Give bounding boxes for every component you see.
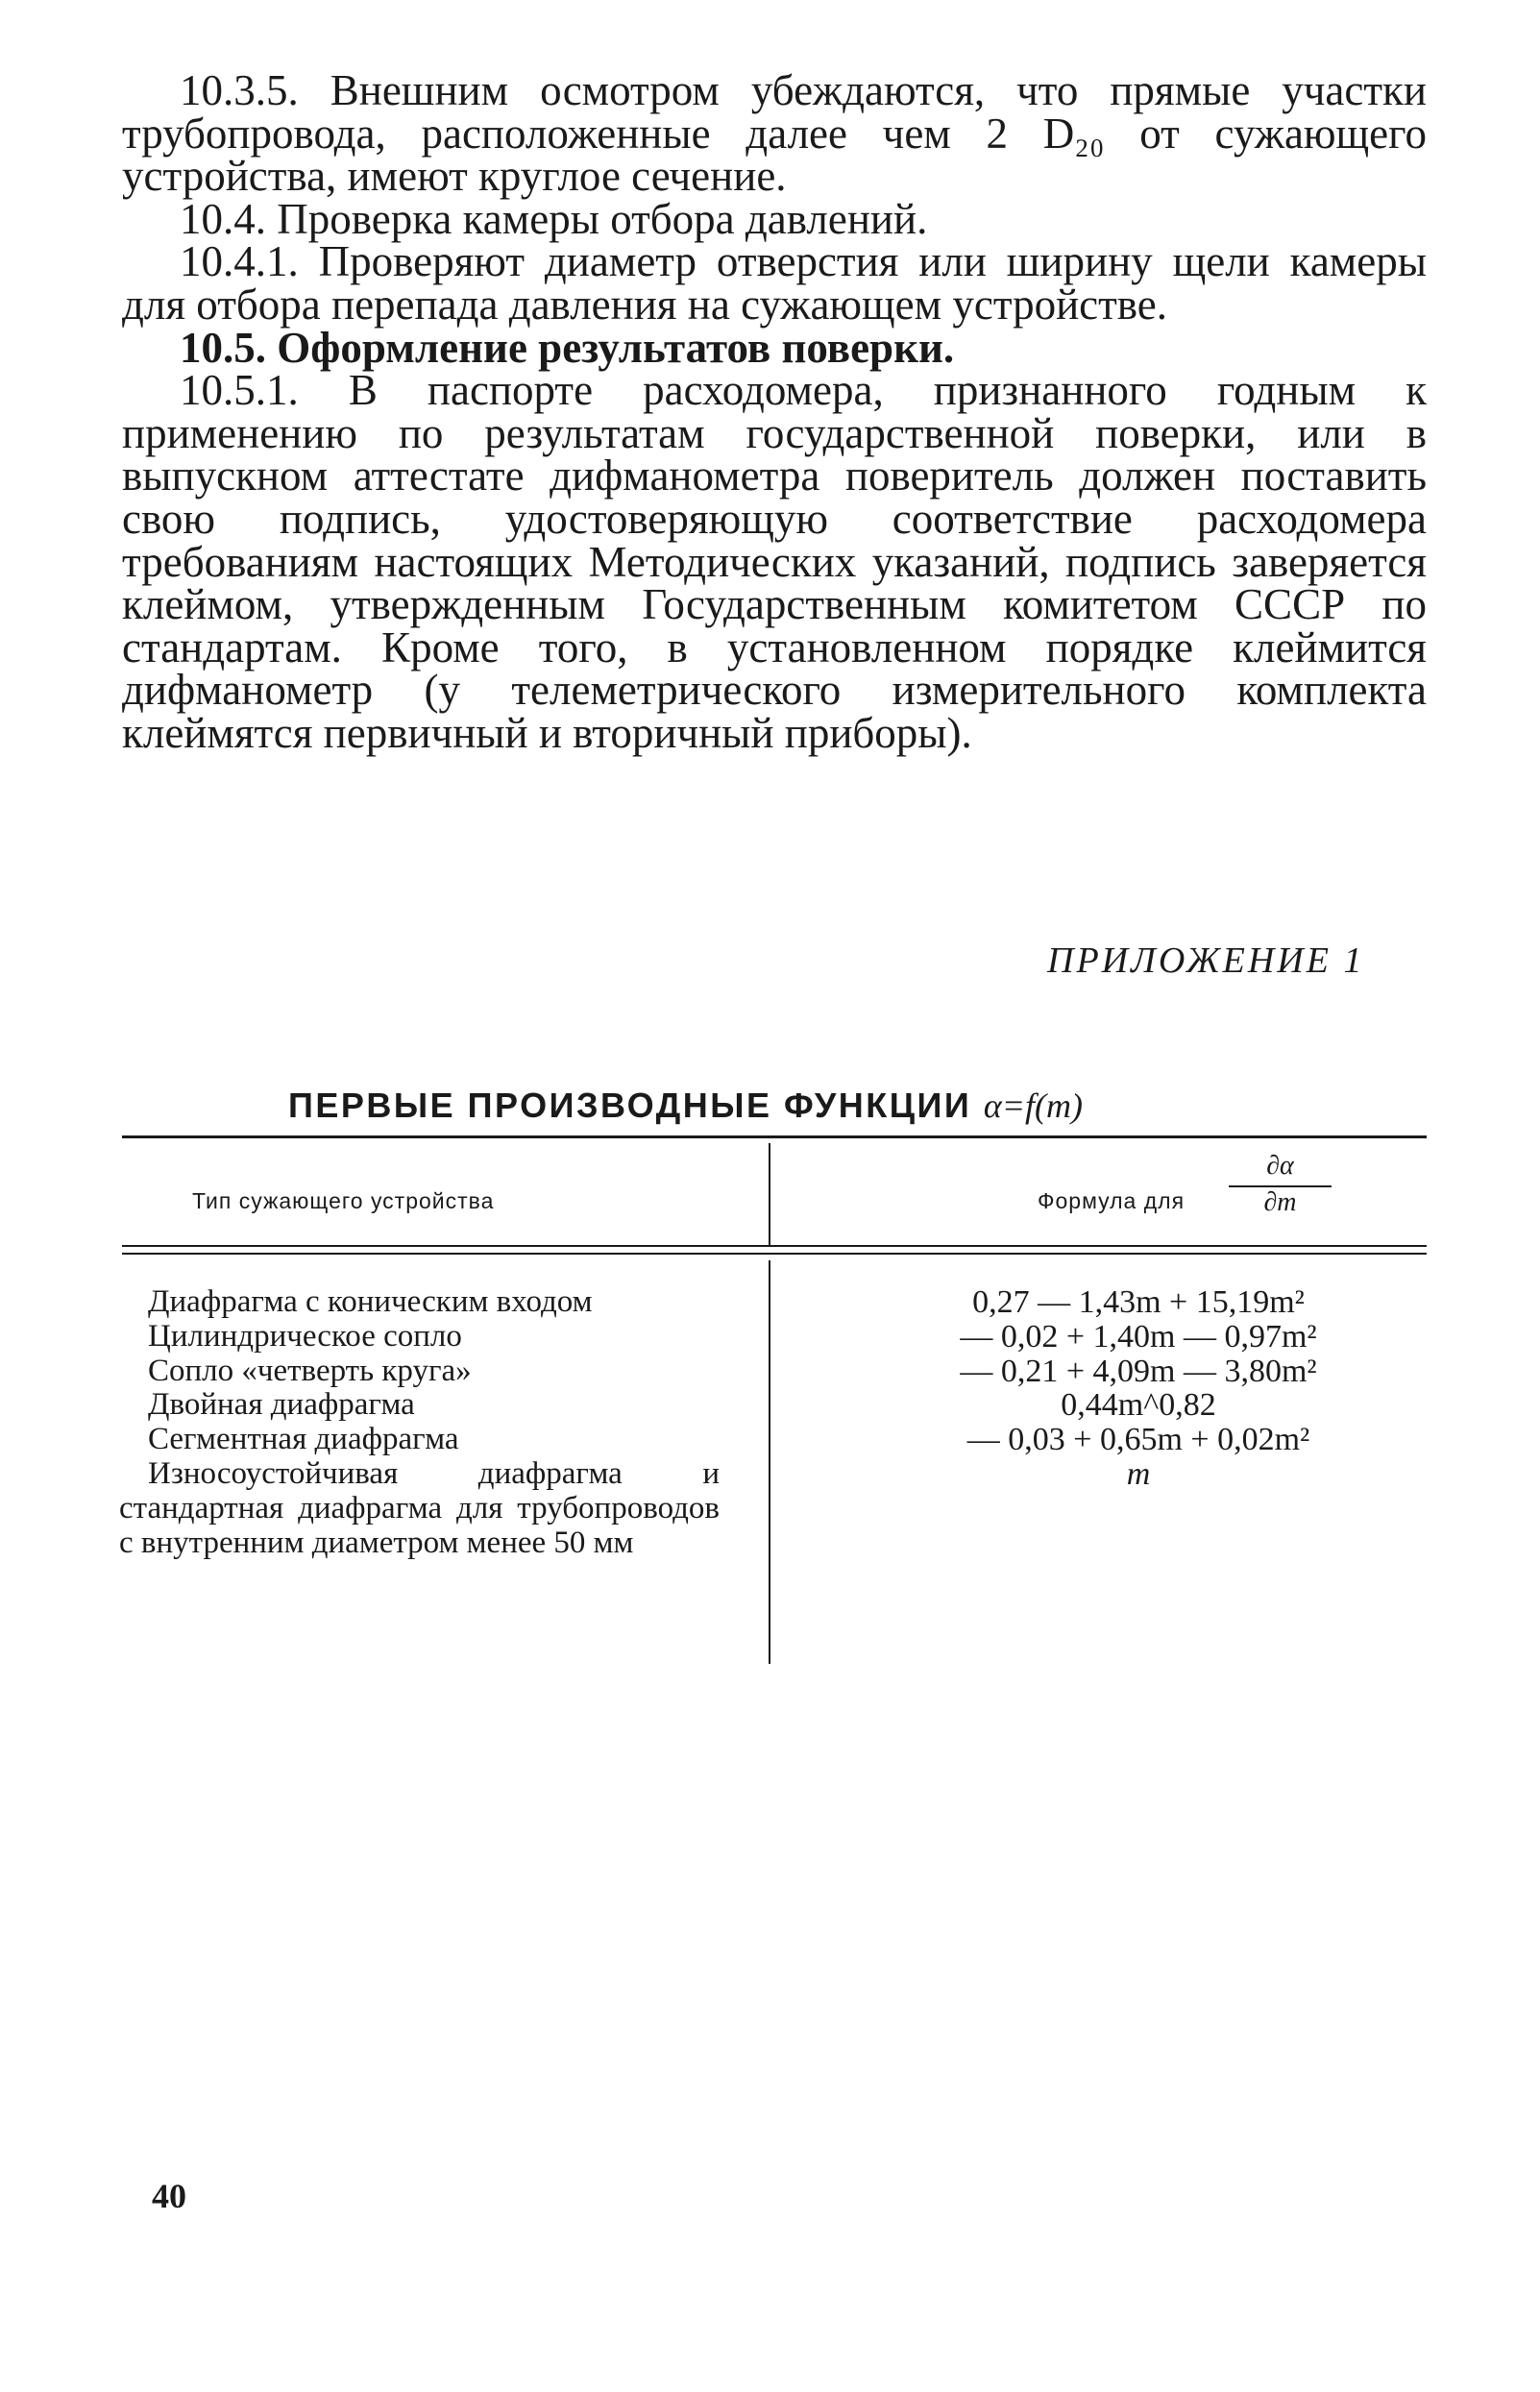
formula-cell: m (1126, 1455, 1151, 1492)
body-text (122, 66, 1427, 757)
column-header-type: Тип сужающего устройства (192, 1188, 495, 1213)
device-type-cell: Цилиндрическое сопло (148, 1318, 462, 1354)
table-column-divider-body (769, 1260, 770, 1664)
derivative-fraction (1225, 1151, 1335, 1220)
column-header-formula: Формула для (1038, 1188, 1186, 1213)
paragraph-10-5-1: 10.5.1. В паспорте расходомера, признанного годным к применению по результатам государственной поверки, или в выпускном аттестате дифманометра поверитель должен поставить свою подпись, удостоверяющую соответствие расходомера требованиям настоящих Методических указаний, подпись заверяется клеймом, утвержденным Государственным комитетом СССР по стандартам. Кроме того, в установленном порядке клеймится дифманометр (у телеметрического измерительного комплекта клеймятся первичный и вторичный приборы). (122, 366, 1427, 757)
table-title-text: ПЕРВЫЕ ПРОИЗВОДНЫЕ ФУНКЦИИ (288, 1086, 972, 1125)
paragraph-10-4: 10.4. Проверка камеры отбора давлений. (180, 194, 928, 243)
formula-cell: 0,27 — 1,43m + 15,19m² (972, 1284, 1305, 1320)
device-type-cell: Сопло «четверть круга» (148, 1353, 472, 1388)
formula-cell: — 0,03 + 0,65m + 0,02m² (966, 1422, 1310, 1458)
table-title (288, 1086, 1083, 1126)
table-top-rule (122, 1135, 1427, 1138)
paragraph-10-3-5: 10.3.5. Внешним осмотром убеждаются, что прямые участки трубопровода, расположенные далее чем 2 D₂₀ от сужающего устройства, имеют круглое сечение. (122, 66, 1427, 201)
paragraph-10-4-1: 10.4.1. Проверяют диаметр отверстия или ширину щели камеры для отбора перепада давления на сужающем устройстве. (122, 237, 1427, 329)
table-header-rule-2 (122, 1253, 1427, 1255)
table-title-formula: α=f(m) (983, 1086, 1083, 1125)
appendix-label: ПРИЛОЖЕНИЕ 1 (1047, 940, 1365, 981)
formula-column (817, 1285, 1460, 1492)
device-type-cell: Диафрагма с коническим входом (148, 1284, 593, 1319)
device-type-cell: Двойная диафрагма (148, 1387, 415, 1423)
device-type-cell: Сегментная диафрагма (148, 1422, 459, 1457)
formula-cell: — 0,21 + 4,09m — 3,80m² (960, 1353, 1317, 1389)
paragraph-10-5-heading: 10.5. Оформление результатов поверки. (180, 323, 955, 372)
fraction-denominator: ∂m (1263, 1187, 1297, 1217)
formula-cell: — 0,02 + 1,40m — 0,97m² (960, 1318, 1317, 1355)
table-header-rule-1 (122, 1245, 1427, 1247)
device-type-cell: Износоустойчивая диафрагма и стандартная диафрагма для трубопроводов с внутренним диаметром менее 50 мм (119, 1455, 720, 1560)
page-number: 40 (152, 2177, 186, 2215)
fraction-numerator: ∂α (1266, 1151, 1294, 1181)
formula-cell: 0,44m^0,82 (1061, 1387, 1216, 1424)
table-column-divider-header (769, 1143, 770, 1245)
device-type-column (119, 1285, 720, 1560)
